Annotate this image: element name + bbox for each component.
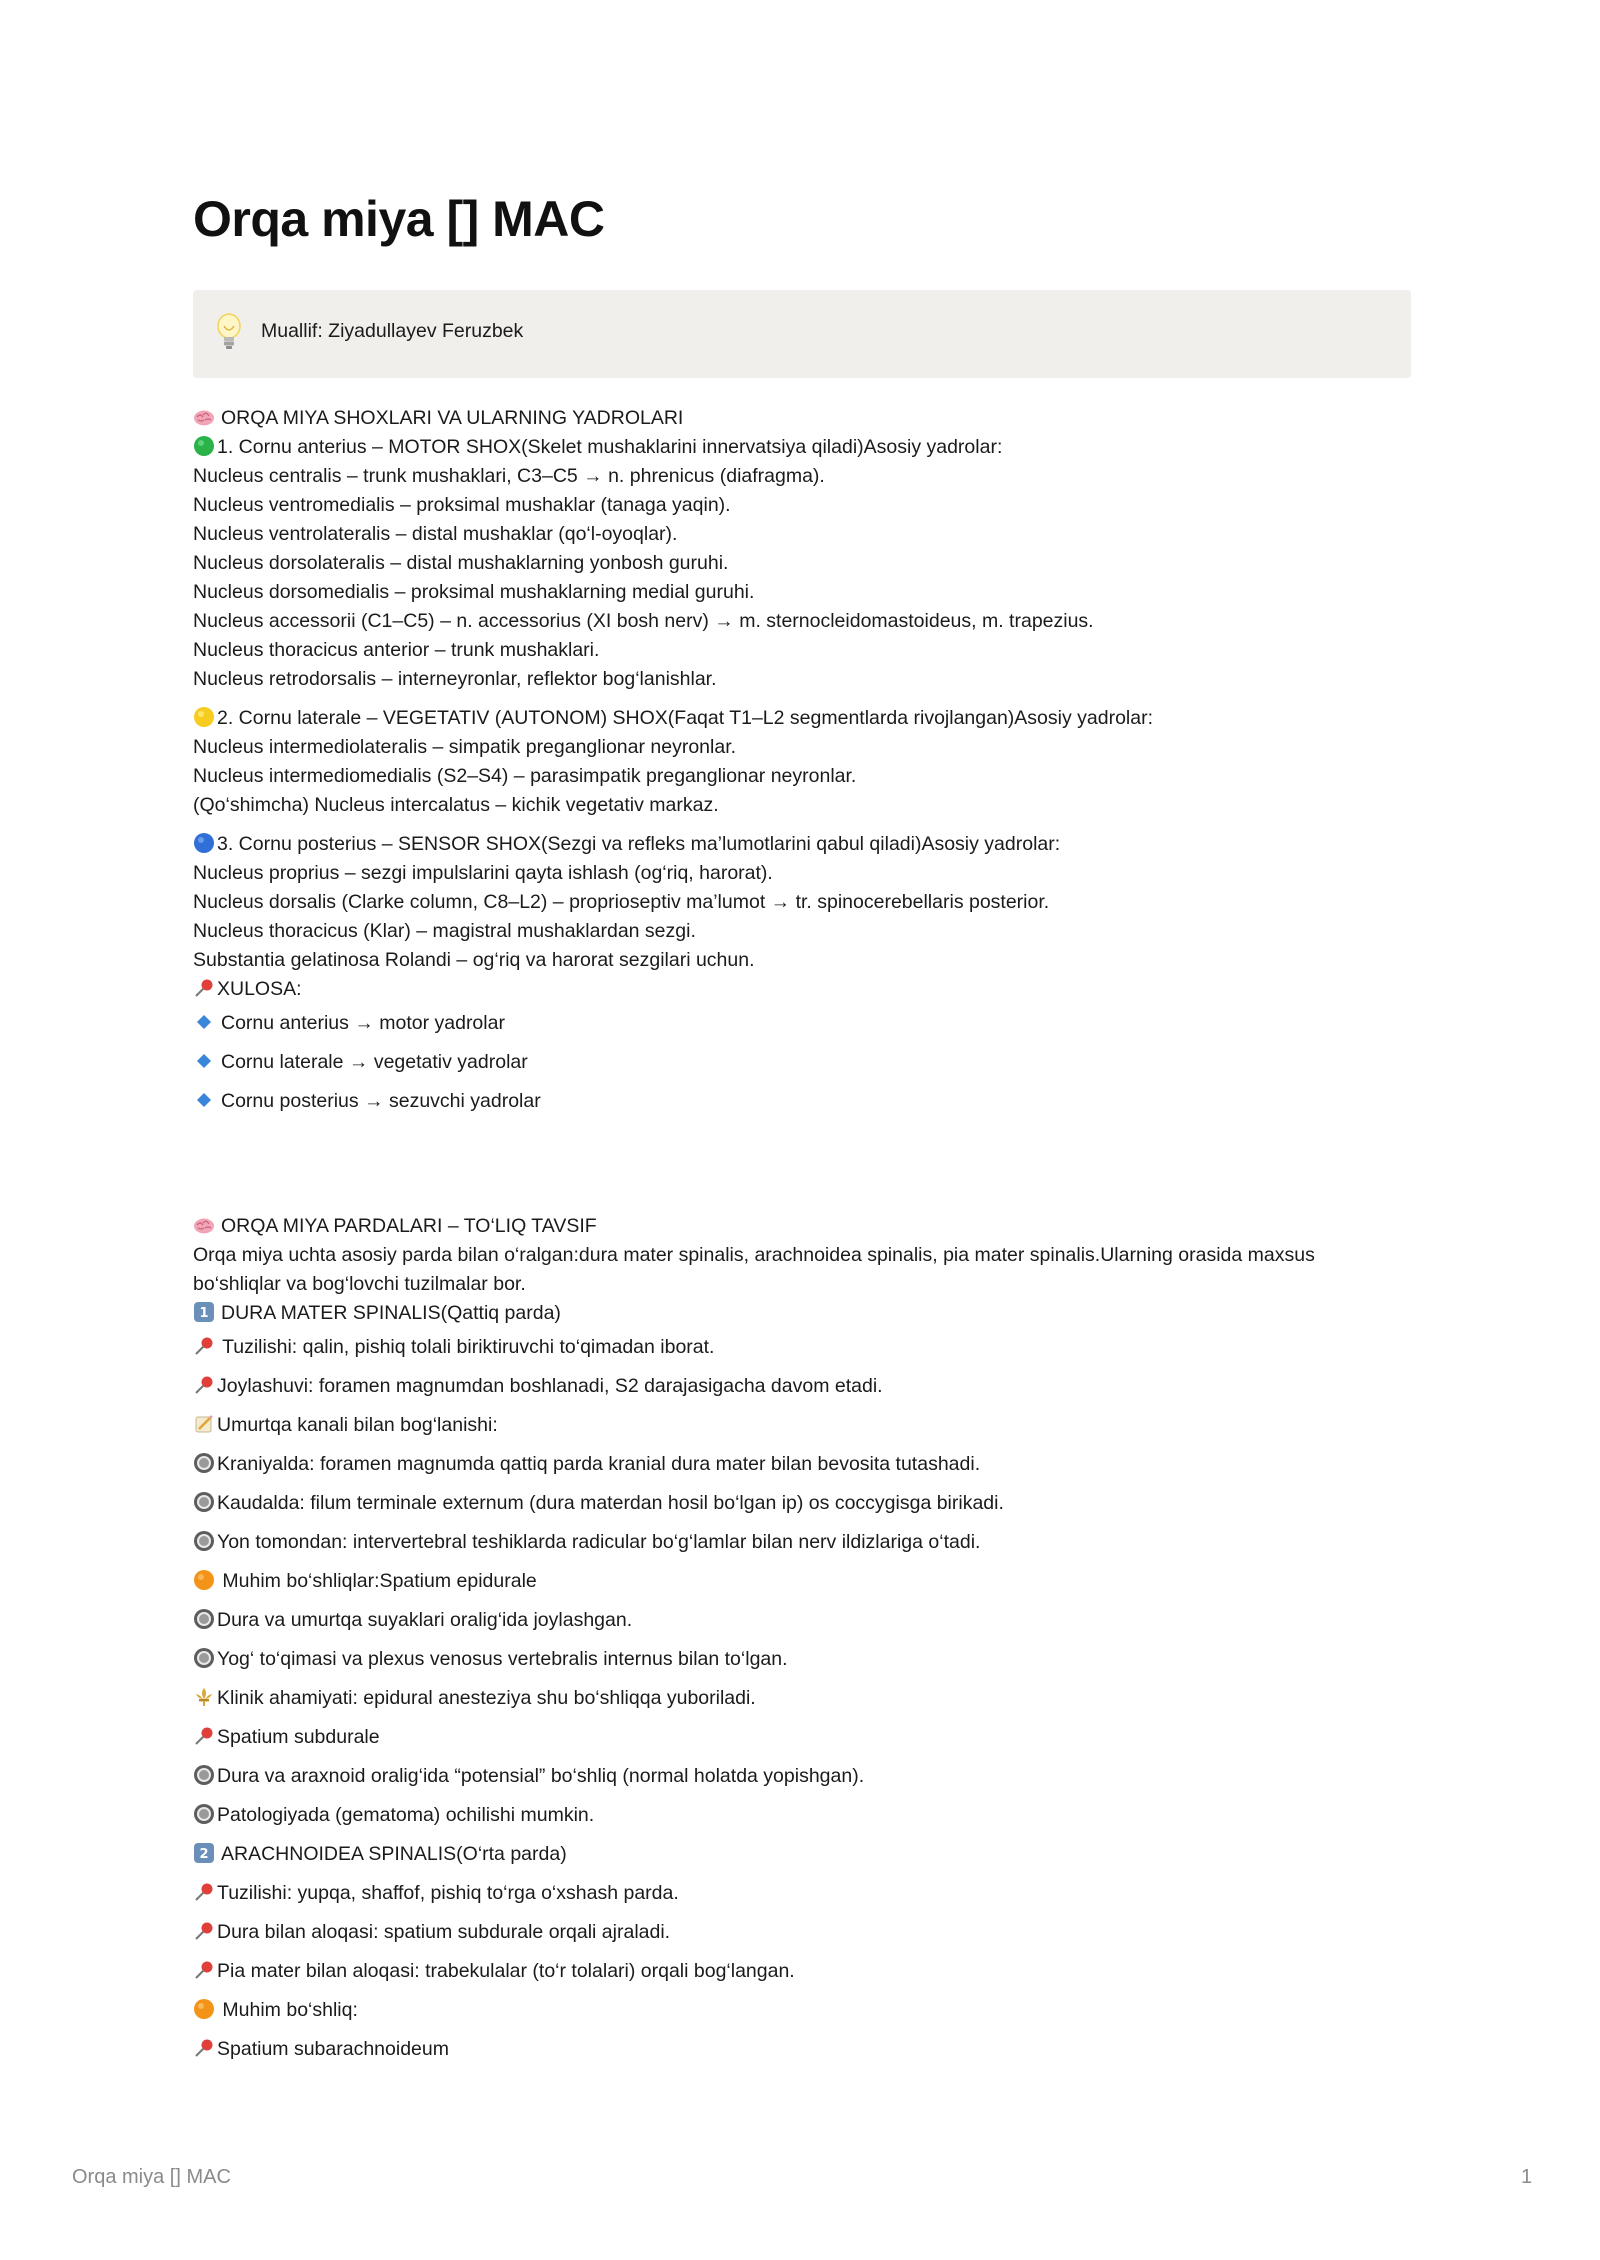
xulosa-text: XULOSA: xyxy=(217,978,302,1000)
anterior-heading xyxy=(193,433,1411,462)
author-callout xyxy=(193,290,1411,378)
page-title: Orqa miya [] MAC xyxy=(193,191,605,247)
nucleus-line: Nucleus retrodorsalis – interneyronlar, reflektor bog‘lanishlar. xyxy=(193,668,717,690)
pushpin-icon xyxy=(193,1335,215,1357)
list-item xyxy=(193,1757,1411,1796)
yellow-circle-icon xyxy=(193,706,215,728)
arach-items xyxy=(193,1874,1411,2069)
list-item xyxy=(193,1796,1411,1835)
list-item-text: Dura va araxnoid oralig‘ida “potensial” bo‘shliq (normal holatda yopishgan). xyxy=(217,1765,865,1787)
svg-text:2: 2 xyxy=(199,1847,209,1862)
list-item xyxy=(193,1991,1411,2030)
nucleus-line: Nucleus intermediolateralis – simpatik preganglionar neyronlar. xyxy=(193,736,737,758)
list-item-text: Spatium subdurale xyxy=(217,1726,380,1748)
pushpin-icon xyxy=(193,1920,215,1942)
brain-icon xyxy=(193,1214,215,1236)
heading-text: ORQA MIYA SHOXLARI VA ULARNING YADROLARI xyxy=(221,407,684,429)
list-item xyxy=(193,1913,1411,1952)
orange-circle-icon xyxy=(193,1998,215,2020)
keycap-2-icon xyxy=(193,1842,215,1864)
nucleus-line: Nucleus centralis – trunk mushaklari, C3–C5 → n. phrenicus (diafragma). xyxy=(193,465,825,487)
orange-circle-icon xyxy=(193,1569,215,1591)
keycap-1-icon xyxy=(193,1301,215,1323)
green-circle-icon xyxy=(193,435,215,457)
dura-items xyxy=(193,1328,1411,1835)
nucleus-line: Nucleus accessorii (C1–C5) – n. accessorius (XI bosh nerv) → m. sternocleidomastoideus, m. trapezius. xyxy=(193,610,1094,632)
radio-button-icon xyxy=(193,1647,215,1669)
blue-diamond-icon xyxy=(193,1011,215,1033)
list-item xyxy=(193,1562,1411,1601)
radio-button-icon xyxy=(193,1608,215,1630)
svg-text:1: 1 xyxy=(199,1306,209,1321)
author-text: Muallif: Ziyadullayev Feruzbek xyxy=(261,320,524,342)
list-item-text: Kraniyaldа: foramen magnumda qattiq parda kranial dura mater bilan bevosita tutashadi. xyxy=(217,1453,981,1475)
summary-bullet: Cornu posterius → sezuvchi yadrolar xyxy=(193,1082,1411,1121)
nucleus-line: Nucleus dorsolateralis – distal mushaklarning yonbosh guruhi. xyxy=(193,552,729,574)
list-item-text: Klinik ahamiyati: epidural anesteziya shu bo‘shliqqa yuboriladi. xyxy=(217,1687,756,1709)
list-item xyxy=(193,1679,1411,1718)
list-item xyxy=(193,1367,1411,1406)
list-item-text: Tuzilishi: qalin, pishiq tolali biriktiruvchi to‘qimadan iborat. xyxy=(217,1336,715,1358)
list-item xyxy=(193,2030,1411,2069)
nucleus-line: Nucleus proprius – sezgi impulslarini qayta ishlash (og‘riq, harorat). xyxy=(193,862,773,884)
list-item xyxy=(193,1523,1411,1562)
nucleus-line: Nucleus ventrolateralis – distal mushaklar (qo‘l-oyoqlar). xyxy=(193,523,678,545)
laterale-heading xyxy=(193,704,1411,733)
nucleus-line: Nucleus thoracicus anterior – trunk mushaklari. xyxy=(193,639,600,661)
pushpin-icon xyxy=(193,1374,215,1396)
list-item-text: Dura va umurtqa suyaklari oralig‘ida joylashgan. xyxy=(217,1609,633,1631)
section-heading-meninges xyxy=(193,1212,1411,1241)
pushpin-icon xyxy=(193,2037,215,2059)
list-item-text: Pia mater bilan aloqasi: trabekulalar (to‘r tolalari) orqali bog‘langan. xyxy=(217,1960,795,1982)
intro-line: bo‘shliqlar va bog‘lovchi tuzilmalar bor. xyxy=(193,1273,526,1295)
page-number: 1 xyxy=(1521,2166,1533,2188)
list-item-text: Umurtqa kanali bilan bog‘lanishi: xyxy=(217,1414,498,1436)
nucleus-line: Substantia gelatinosa Rolandi – og‘riq va harorat sezgilari uchun. xyxy=(193,949,755,971)
list-item xyxy=(193,1328,1411,1367)
nucleus-line: Nucleus dorsomedialis – proksimal mushaklarning medial guruhi. xyxy=(193,581,755,603)
summary-bullet: Cornu anterius → motor yadrolar xyxy=(193,1004,1411,1043)
radio-button-icon xyxy=(193,1530,215,1552)
list-item xyxy=(193,1640,1411,1679)
pushpin-icon xyxy=(193,1959,215,1981)
nucleus-line: Nucleus thoracicus (Klar) – magistral mushaklardan sezgi. xyxy=(193,920,696,942)
footer-title: Orqa miya [] MAC xyxy=(72,2166,231,2188)
summary-bullet: Cornu laterale → vegetativ yadrolar xyxy=(193,1043,1411,1082)
radio-button-icon xyxy=(193,1764,215,1786)
content-body xyxy=(193,404,1411,2069)
list-item-text: Tuzilishi: yupqa, shaffof, pishiq to‘rga o‘xshash parda. xyxy=(217,1882,679,1904)
section-heading-horns xyxy=(193,404,1411,433)
arach-heading-text: ARACHNOIDEA SPINALIS(O‘rta parda) xyxy=(221,1843,567,1865)
list-item xyxy=(193,1601,1411,1640)
arach-heading xyxy=(193,1835,1411,1874)
dura-heading-text: DURA MATER SPINALIS(Qattiq parda) xyxy=(221,1302,561,1324)
list-item-text: Spatium subarachnoideum xyxy=(217,2038,449,2060)
list-item-text: Yon tomondan: intervertebral teshiklarda radicular bo‘g‘lamlar bilan nerv ildizlariga o‘tadi. xyxy=(217,1531,981,1553)
list-item xyxy=(193,1952,1411,1991)
xulosa-heading xyxy=(193,975,1411,1004)
nucleus-line: Nucleus intermediomedialis (S2–S4) – parasimpatik preganglionar neyronlar. xyxy=(193,765,857,787)
list-item-text: Dura bilan aloqasi: spatium subdurale orqali ajraladi. xyxy=(217,1921,671,1943)
list-item-text: Kaudalda: filum terminale externum (dura materdan hosil bo‘lgan ip) os coccygisga birikadi. xyxy=(217,1492,1004,1514)
list-item xyxy=(193,1718,1411,1757)
anterior-heading-text: 1. Cornu anterius – MOTOR SHOX(Skelet mushaklarini innervatsiya qiladi)Asosiy yadrolar: xyxy=(217,436,1003,458)
list-item xyxy=(193,1406,1411,1445)
laterale-heading-text: 2. Cornu laterale – VEGETATIV (AUTONOM) SHOX(Faqat T1–L2 segmentlarda rivojlangan)Asosiy yadrolar: xyxy=(217,707,1154,729)
list-item-text: Muhim bo‘shliqlar:Spatium epidurale xyxy=(217,1570,537,1592)
posterius-heading-text: 3. Cornu posterius – SENSOR SHOX(Sezgi va refleks ma’lumotlarini qabul qiladi)Asosiy yadrolar: xyxy=(217,833,1061,855)
list-item-text: Muhim bo‘shliq: xyxy=(217,1999,358,2021)
nucleus-line: Nucleus dorsalis (Clarke column, C8–L2) – proprioseptiv ma’lumot → tr. spinocerebellaris posterior. xyxy=(193,891,1050,913)
list-item-text: Joylashuvi: foramen magnumdan boshlanadi, S2 darajasigacha davom etadi. xyxy=(217,1375,883,1397)
list-item xyxy=(193,1484,1411,1523)
fleur-de-lis-icon xyxy=(193,1686,215,1708)
pushpin-icon xyxy=(193,1881,215,1903)
nucleus-line: Nucleus ventromedialis – proksimal mushaklar (tanaga yaqin). xyxy=(193,494,731,516)
list-item-text: Patologiyada (gematoma) ochilishi mumkin. xyxy=(217,1804,595,1826)
lightbulb-icon xyxy=(215,312,243,352)
blue-diamond-icon xyxy=(193,1089,215,1111)
radio-button-icon xyxy=(193,1452,215,1474)
blue-circle-icon xyxy=(193,832,215,854)
list-item xyxy=(193,1874,1411,1913)
list-item xyxy=(193,1445,1411,1484)
heading-text: ORQA MIYA PARDALARI – TO‘LIQ TAVSIF xyxy=(221,1215,597,1237)
radio-button-icon xyxy=(193,1803,215,1825)
memo-icon xyxy=(193,1413,215,1435)
dura-heading xyxy=(193,1299,1411,1328)
intro-line: Orqa miya uchta asosiy parda bilan o‘ralgan:dura mater spinalis, arachnoidea spinalis, pia mater spinalis.Ularning orasida maxsus xyxy=(193,1244,1315,1266)
brain-icon xyxy=(193,406,215,428)
pushpin-icon xyxy=(193,1725,215,1747)
pushpin-icon xyxy=(193,977,215,999)
blue-diamond-icon xyxy=(193,1050,215,1072)
nucleus-line: (Qo‘shimcha) Nucleus intercalatus – kichik vegetativ markaz. xyxy=(193,794,719,816)
radio-button-icon xyxy=(193,1491,215,1513)
list-item-text: Yog‘ to‘qimasi va plexus venosus vertebralis internus bilan to‘lgan. xyxy=(217,1648,788,1670)
posterius-heading xyxy=(193,830,1411,859)
